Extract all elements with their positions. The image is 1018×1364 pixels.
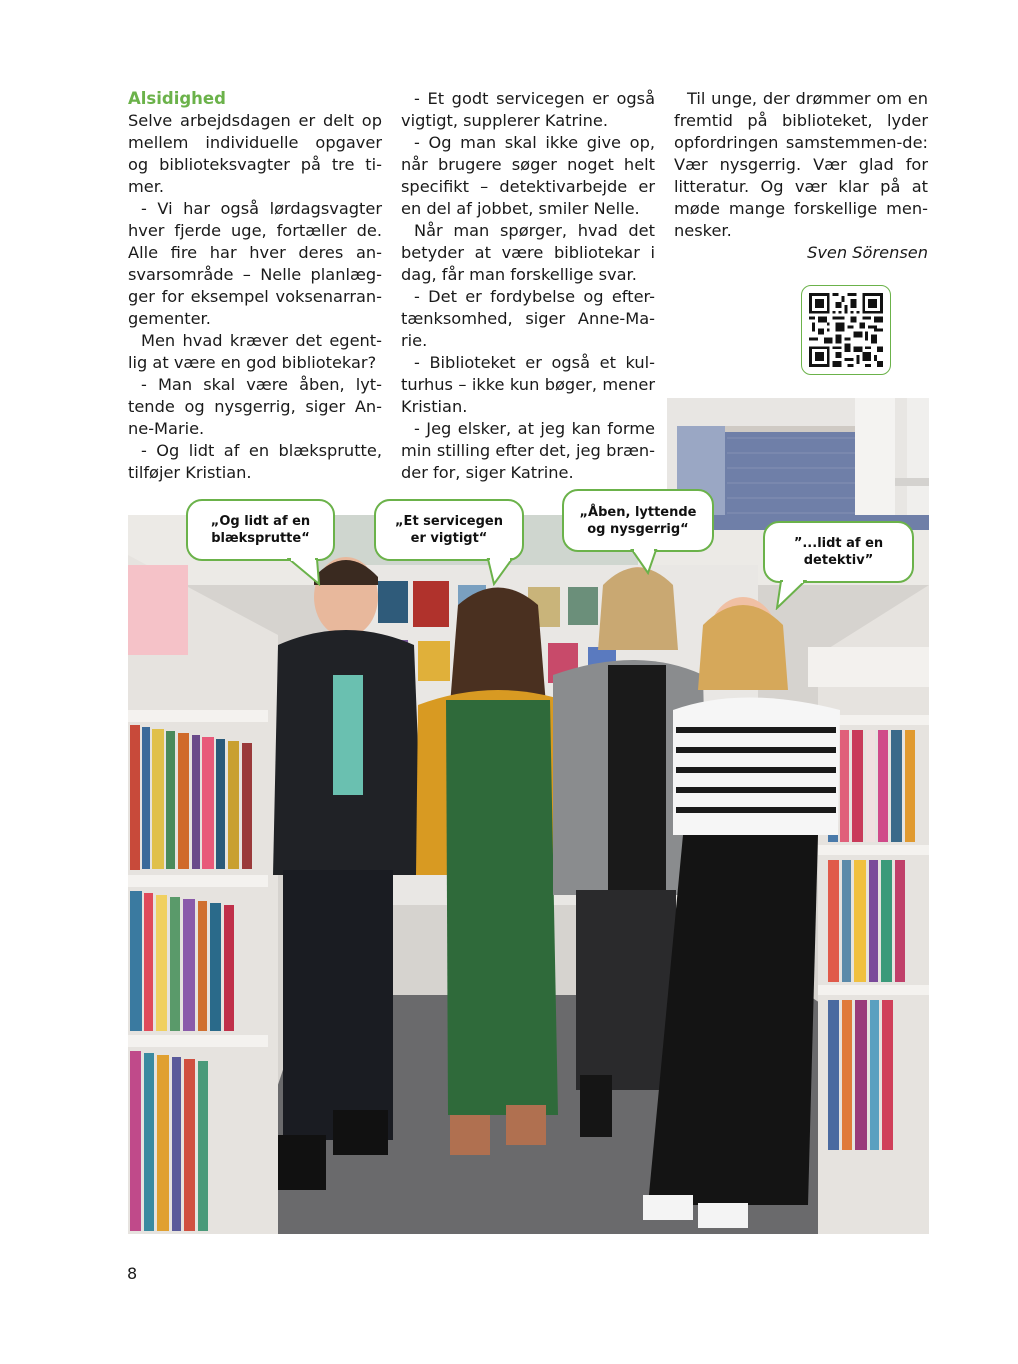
bubble-text-line: ”...lidt af en [793, 536, 884, 551]
bubble-text-line: blæksprutte“ [211, 531, 310, 546]
paragraph: - Vi har også lørdagsvagter hver fjerde uge, fortæller de. Alle fire har hver deres an-svarsområde – Nelle planlæg-ger for eksempel voksenarran-gementer. [128, 199, 382, 328]
paragraph: Men hvad kræver det egent-lig at være en god bibliotekar? [128, 331, 382, 372]
bubble-tail [630, 549, 660, 575]
bubble-tail [287, 558, 323, 586]
speech-bubble-1 [186, 499, 335, 561]
photo-illustration [128, 515, 929, 1234]
bubble-text-line: detektiv” [803, 553, 874, 568]
page-number: 8 [127, 1264, 138, 1283]
paragraph: - Det er fordybelse og efter-tænksomhed, siger Anne-Ma-rie. [401, 287, 655, 350]
paragraph: - Biblioteket er også et kul-turhus – ikke kun bøger, mener Kristian. [401, 353, 655, 416]
paragraph: Når man spørger, hvad det betyder at være bibliotekar i dag, får man forskellige svar. [401, 221, 655, 284]
paragraph: - Og lidt af en blæksprutte, tilføjer Kristian. [128, 441, 382, 482]
bubble-tail [486, 558, 516, 586]
qr-code-icon [809, 293, 883, 367]
bubble-tail [775, 580, 807, 610]
bubble-text-line: „Og lidt af en [210, 514, 311, 529]
paragraph: Til unge, der drømmer om en fremtid på biblioteket, lyder opfordringen samstemmen-de: Vær nysgerrig. Vær glad for litteratur. Og vær klar på at møde mange forskellige men-nesker. [674, 89, 928, 240]
speech-bubble-2 [374, 499, 524, 561]
paragraph: - Jeg elsker, at jeg kan forme min stilling efter det, jeg bræn-der for, siger Katrine. [401, 419, 655, 482]
bubble-text-line: „Et servicegen [395, 514, 503, 529]
article-column-2 [401, 88, 655, 484]
paragraph: - Man skal være åben, lyt-tende og nysgerrig, siger An-ne-Marie. [128, 375, 382, 438]
speech-bubble-4 [763, 521, 914, 583]
article-column-3 [674, 88, 928, 264]
bubble-text-line: og nysgerrig“ [587, 521, 689, 537]
article-column-1 [128, 88, 382, 484]
bubble-text-line: „Åben, lyttende [579, 504, 697, 520]
author-byline: Sven Sörensen [807, 243, 928, 262]
staff-group-photo [128, 515, 929, 1234]
section-heading: Alsidighed [128, 89, 226, 108]
bubble-text-line: er vigtigt“ [410, 531, 488, 546]
paragraph: - Og man skal ikke give op, når brugere søger noget helt specifikt – detektivarbejde er en del af jobbet, smiler Nelle. [401, 133, 655, 218]
speech-bubble-3 [562, 489, 714, 552]
qr-code[interactable] [801, 285, 891, 375]
paragraph: Selve arbejdsdagen er delt op mellem individuelle opgaver og biblioteksvagter på tre ti-mer. [128, 111, 382, 196]
paragraph: - Et godt servicegen er også vigtigt, supplerer Katrine. [401, 89, 655, 130]
